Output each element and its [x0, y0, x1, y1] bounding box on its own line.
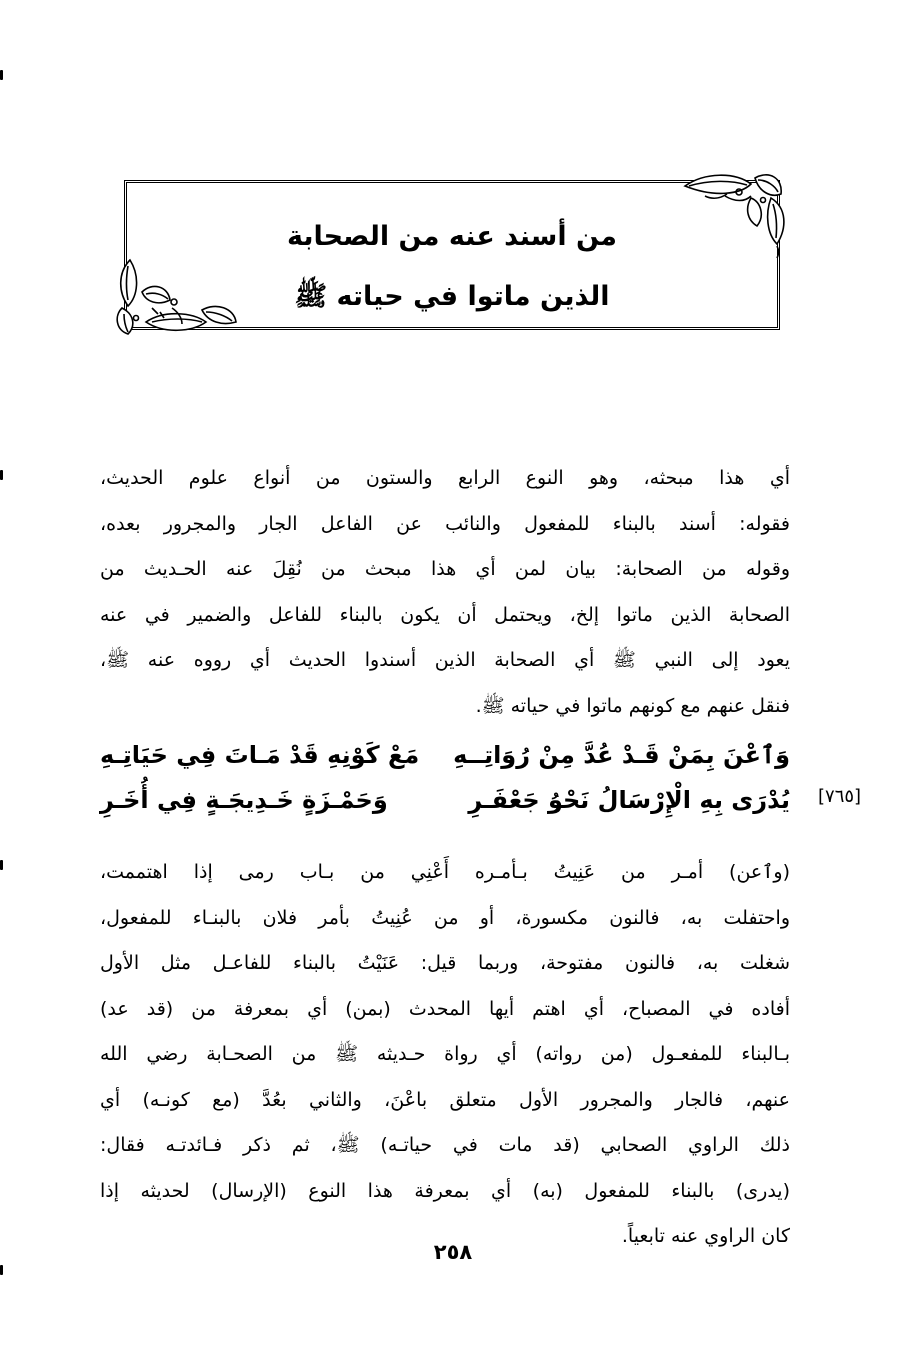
commentary-line: كان الراوي عنه تابعياً.	[621, 1225, 790, 1247]
commentary-line: واحتفلت به، فالنون مكسورة، أو من عُنِيتُ بأمر فلان بالبنـاء للمفعول،	[100, 906, 790, 929]
page-edge-mark	[0, 470, 3, 480]
page-edge-mark	[0, 1265, 3, 1275]
commentary-line: بـالبناء للمفعـول (من رواته) أي رواة حـديثه ﷺ من الصحـابة رضي الله	[100, 1043, 790, 1065]
verse-line-2	[100, 780, 790, 820]
verse-hemistich-first: يُدْرَى بِهِ الْإِرْسَالُ نَحْوُ جَعْفَـرِ	[468, 786, 790, 814]
verse-hemistich-second: مَعْ كَوْنِهِ قَدْ مَـاتَ فِي حَيَاتِـهِ	[100, 741, 420, 769]
verse-hemistich-second: وَحَمْـزَةٍ خَـدِيجَـةٍ فِي أُخَـرِ	[100, 786, 388, 814]
commentary-line: (وٱعن) أمـر من عَنِيتُ بـأمـره أَعْنِي من بـاب رمى إذا اهتممت،	[100, 861, 790, 883]
verse-number: [٧٦٥]	[818, 786, 862, 807]
intro-commentary	[100, 456, 790, 729]
commentary-line: يعود إلى النبي ﷺ أي الصحابة الذين أسندوا الحديث أي رووه عنه ﷺ،	[100, 649, 790, 671]
chapter-title-box	[124, 180, 780, 330]
commentary-line: ذلك الراوي الصحابي (قد مات في حياتـه) ﷺ، ثم ذكر فـائدتـه فقال:	[100, 1134, 790, 1156]
verse-hemistich-first: وَٱعْنَ بِمَنْ قَـدْ عُدَّ مِنْ رُوَاتِــهِ	[453, 741, 790, 769]
commentary-line: أي هذا مبحثه، وهو النوع الرابع والستون من أنواع علوم الحديث،	[100, 467, 790, 489]
chapter-title-line-2: الذين ماتوا في حياته ﷺ	[294, 281, 610, 312]
commentary-line: شغلت به، فالنون مفتوحة، وربما قيل: عَنَيْتُ بالبناء للفاعـل مثل الأول	[100, 952, 790, 974]
commentary-line: عنهم، فالجار والمجرور الأول متعلق باعْنَ، والثاني بعُدَّ (مع كونـه) أي	[100, 1088, 790, 1111]
verse-line-1	[100, 735, 790, 775]
commentary-line: فقوله: أسند بالبناء للمفعول والنائب عن الفاعل الجار والمجرور بعده،	[100, 512, 790, 535]
page-edge-mark	[0, 70, 3, 80]
commentary-line: أفاده في المصباح، أي اهتم أيها المحدث (بمن) أي بمعرفة من (قد عد)	[100, 997, 790, 1020]
commentary-line: الصحابة الذين ماتوا إلخ، ويحتمل أن يكون بالبناء للفاعل والضمير في عنه	[100, 603, 790, 626]
commentary-line: وقوله من الصحابة: بيان لمن أي هذا مبحث من نُقِلَ عنه الحـديث من	[100, 558, 790, 580]
page-number: ٢٥٨	[433, 1240, 473, 1264]
verse-commentary	[100, 850, 790, 1260]
commentary-line: فنقل عنهم مع كونهم ماتوا في حياته ﷺ.	[475, 694, 790, 717]
commentary-line: (يدرى) بالبناء للمفعول (به) أي بمعرفة هذا النوع (الإرسال) لحديثه إذا	[100, 1179, 790, 1202]
page-edge-mark	[0, 860, 3, 870]
chapter-title-line-1: من أسند عنه من الصحابة	[287, 221, 617, 252]
